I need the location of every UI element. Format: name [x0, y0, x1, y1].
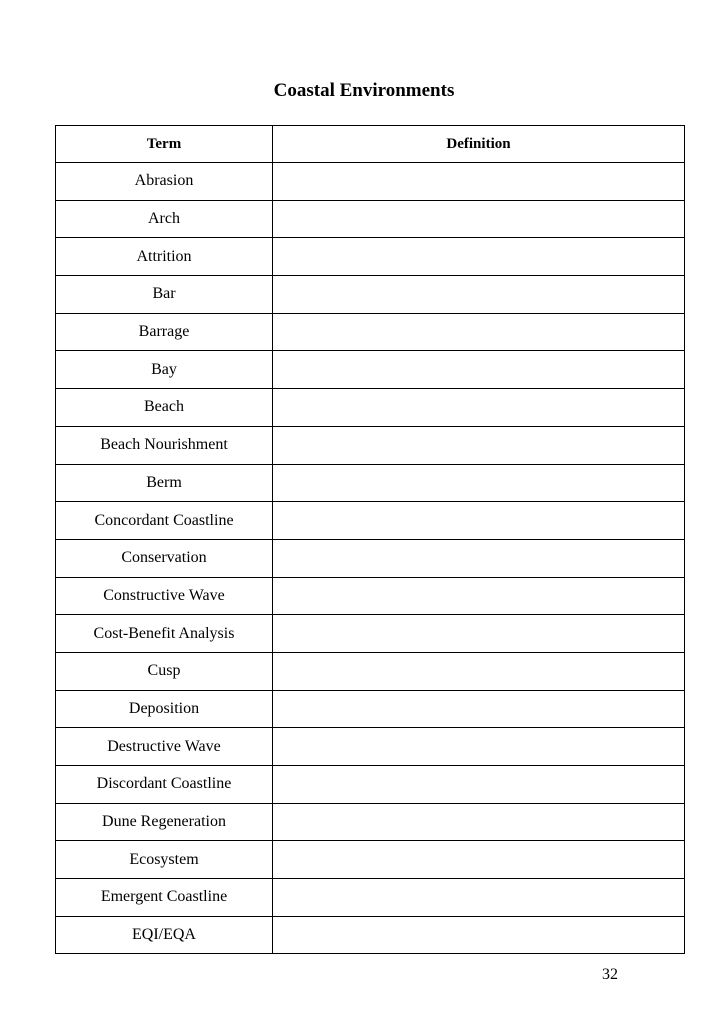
definition-cell[interactable]: [273, 652, 685, 690]
table-row: [56, 276, 685, 314]
definition-cell[interactable]: [273, 313, 685, 351]
table-row: [56, 539, 685, 577]
term-cell: Abrasion: [56, 163, 273, 201]
term-cell: Dune Regeneration: [56, 803, 273, 841]
table-row: [56, 200, 685, 238]
term-cell: Bay: [56, 351, 273, 389]
definition-cell[interactable]: [273, 351, 685, 389]
table-row: [56, 313, 685, 351]
definition-cell[interactable]: [273, 539, 685, 577]
definition-cell[interactable]: [273, 879, 685, 917]
definition-cell[interactable]: [273, 577, 685, 615]
definition-cell[interactable]: [273, 426, 685, 464]
table-row: [56, 389, 685, 427]
page-title-text: Coastal Environments: [273, 80, 455, 101]
table-row: [56, 426, 685, 464]
term-cell: Deposition: [56, 690, 273, 728]
column-header-definition: Definition: [273, 126, 685, 163]
definition-cell[interactable]: [273, 916, 685, 954]
table-row: [56, 238, 685, 276]
definition-cell[interactable]: [273, 238, 685, 276]
term-cell: Attrition: [56, 238, 273, 276]
term-cell: Destructive Wave: [56, 728, 273, 766]
table-row: [56, 728, 685, 766]
definition-cell[interactable]: [273, 690, 685, 728]
definition-cell[interactable]: [273, 389, 685, 427]
term-cell: Cost-Benefit Analysis: [56, 615, 273, 653]
table-row: [56, 351, 685, 389]
definition-cell[interactable]: [273, 728, 685, 766]
definition-cell[interactable]: [273, 841, 685, 879]
glossary-table: [55, 125, 685, 954]
page-title: [0, 78, 728, 104]
table-row: [56, 916, 685, 954]
definition-cell[interactable]: [273, 803, 685, 841]
table-row: [56, 766, 685, 804]
term-cell: Emergent Coastline: [56, 879, 273, 917]
page-number: 32: [602, 966, 618, 983]
table-row: [56, 615, 685, 653]
table-row: [56, 502, 685, 540]
definition-cell[interactable]: [273, 464, 685, 502]
term-cell: Conservation: [56, 539, 273, 577]
term-cell: Berm: [56, 464, 273, 502]
table-row: [56, 879, 685, 917]
table-row: [56, 841, 685, 879]
term-cell: Constructive Wave: [56, 577, 273, 615]
table-row: [56, 803, 685, 841]
definition-cell[interactable]: [273, 502, 685, 540]
term-cell: Arch: [56, 200, 273, 238]
term-cell: Concordant Coastline: [56, 502, 273, 540]
table-row: [56, 464, 685, 502]
table-row: [56, 163, 685, 201]
table-row: [56, 652, 685, 690]
term-cell: Beach Nourishment: [56, 426, 273, 464]
table-row: [56, 690, 685, 728]
term-cell: Ecosystem: [56, 841, 273, 879]
definition-cell[interactable]: [273, 276, 685, 314]
definition-cell[interactable]: [273, 766, 685, 804]
definition-cell[interactable]: [273, 200, 685, 238]
term-cell: Beach: [56, 389, 273, 427]
term-cell: Discordant Coastline: [56, 766, 273, 804]
column-header-term: Term: [56, 126, 273, 163]
term-cell: Bar: [56, 276, 273, 314]
term-cell: EQI/EQA: [56, 916, 273, 954]
definition-cell[interactable]: [273, 163, 685, 201]
table-row: [56, 577, 685, 615]
glossary-body: [56, 163, 685, 954]
definition-cell[interactable]: [273, 615, 685, 653]
term-cell: Cusp: [56, 652, 273, 690]
term-cell: Barrage: [56, 313, 273, 351]
table-header-row: [56, 126, 685, 163]
